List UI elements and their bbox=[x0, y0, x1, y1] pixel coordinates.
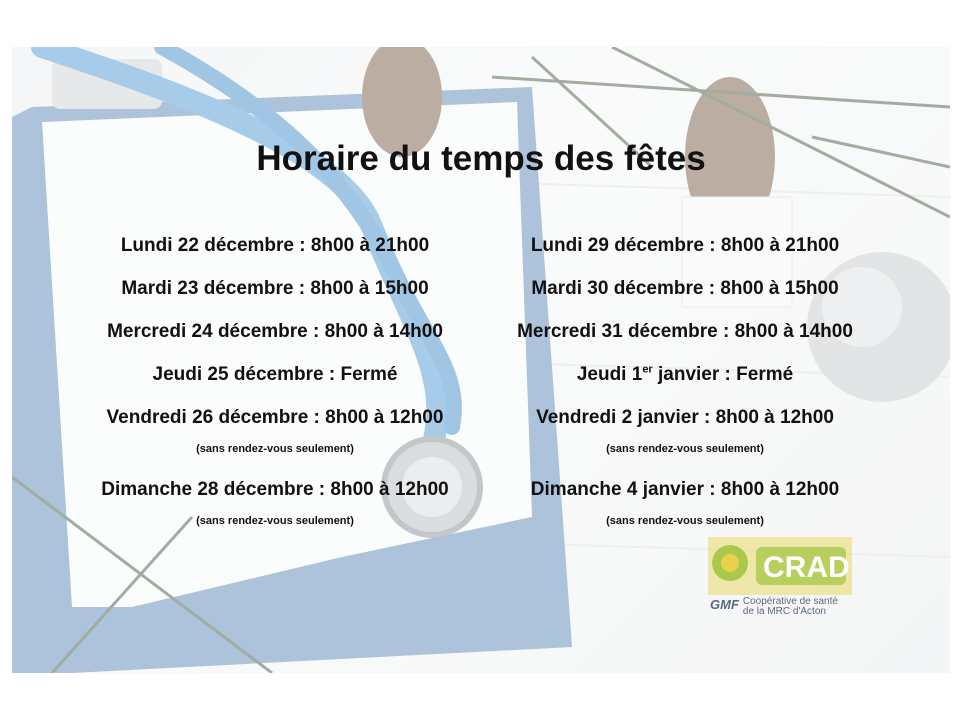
logo-line-2: de la MRC d'Acton bbox=[742, 606, 826, 617]
gmf-logo bbox=[708, 537, 852, 633]
schedule-row: Jeudi 25 décembre : Fermé bbox=[152, 364, 398, 385]
schedule-row: Vendredi 2 janvier : 8h00 à 12h00 bbox=[536, 407, 834, 428]
logo-caption bbox=[710, 597, 838, 617]
schedule-note: (sans rendez-vous seulement) bbox=[606, 515, 764, 527]
schedule-row: Mardi 30 décembre : 8h00 à 15h00 bbox=[531, 278, 839, 299]
schedule-note: (sans rendez-vous seulement) bbox=[606, 443, 764, 455]
schedule-note: (sans rendez-vous seulement) bbox=[196, 515, 354, 527]
schedule-column-right bbox=[465, 231, 905, 547]
logo-gmf: GMF bbox=[710, 597, 739, 612]
row-text-pre: Jeudi 1 bbox=[576, 364, 643, 385]
logo-line-1: Coopérative de santé bbox=[742, 596, 838, 607]
ordinal-suffix: er bbox=[642, 363, 653, 376]
svg-text:CRAD: CRAD bbox=[763, 551, 850, 584]
schedule-row: Mardi 23 décembre : 8h00 à 15h00 bbox=[121, 278, 429, 299]
logo-mark bbox=[708, 537, 852, 595]
schedule-column-left bbox=[55, 231, 495, 547]
schedule-row: Mercredi 24 décembre : 8h00 à 14h00 bbox=[107, 321, 443, 342]
slide bbox=[12, 47, 950, 673]
schedule-row: Vendredi 26 décembre : 8h00 à 12h00 bbox=[106, 407, 444, 428]
schedule-row bbox=[465, 360, 905, 403]
schedule-row: Mercredi 31 décembre : 8h00 à 14h00 bbox=[517, 321, 853, 342]
schedule-row: Lundi 22 décembre : 8h00 à 21h00 bbox=[120, 235, 430, 256]
schedule-row: Lundi 29 décembre : 8h00 à 21h00 bbox=[530, 235, 840, 256]
schedule-note: (sans rendez-vous seulement) bbox=[196, 443, 354, 455]
page-title: Horaire du temps des fêtes bbox=[256, 139, 706, 178]
schedule-row: Dimanche 4 janvier : 8h00 à 12h00 bbox=[530, 479, 840, 500]
row-text-post: janvier : Fermé bbox=[652, 364, 794, 385]
schedule-row: Dimanche 28 décembre : 8h00 à 12h00 bbox=[101, 479, 449, 500]
